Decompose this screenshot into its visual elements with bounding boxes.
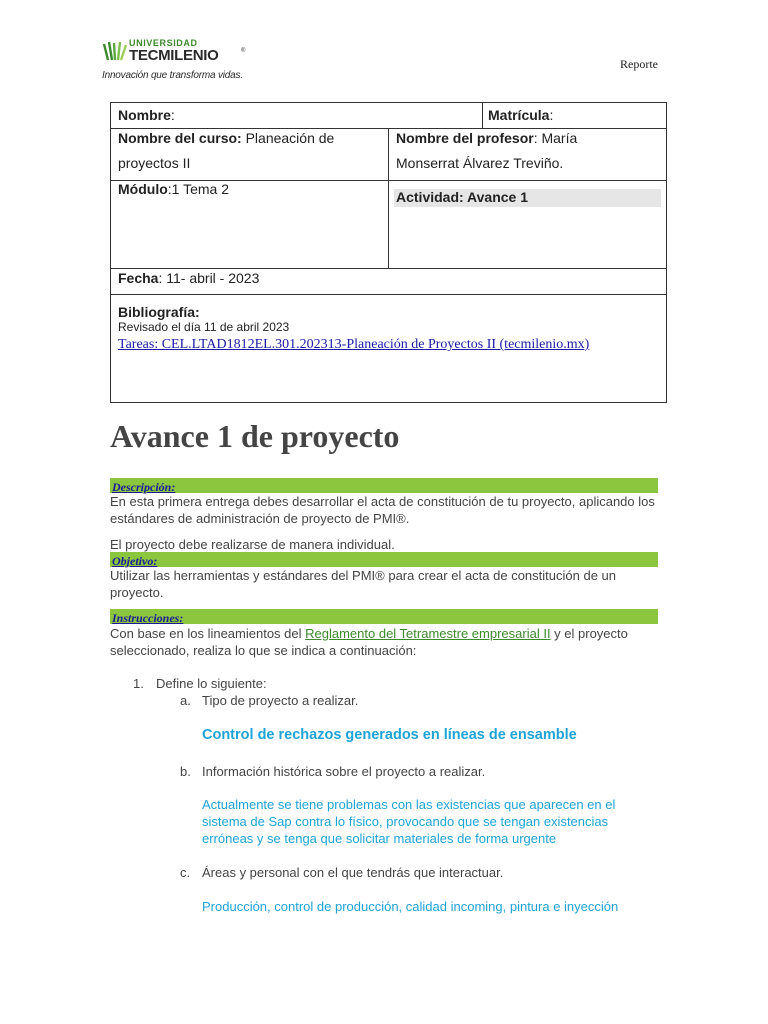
page-title: Avance 1 de proyecto [110, 418, 400, 454]
instrucciones-label: Instrucciones: [112, 611, 184, 625]
bibliografia-label: Bibliografía: [118, 304, 200, 320]
list-item-a: Tipo de proyecto a realizar. [202, 693, 359, 708]
actividad-label: Actividad: Avance 1 [396, 189, 529, 205]
objetivo-band [110, 552, 658, 567]
list-item-b-letter: b. [180, 764, 191, 779]
report-label: Reporte [620, 57, 658, 71]
answer-b: Actualmente se tiene problemas con las existencias que aparecen en el sistema de Sap contra lo físico, provocando que se tengan existencias erróneas y se tenga que solicitar materiales de forma urgente [202, 797, 616, 846]
bibliografia-link[interactable]: Tareas: CEL.LTAD1812EL.301.202313-Planeación de Proyectos II (tecmilenio.mx) [118, 337, 590, 352]
list-item-c-letter: c. [180, 865, 191, 880]
logo-leaf-icon [102, 40, 128, 62]
fecha-value: : 11- abril - 2023 [158, 270, 260, 286]
matricula-separator: : [549, 107, 554, 123]
profesor-cell [396, 126, 577, 176]
list-item-c: Áreas y personal con el que tendrás que interactuar. [202, 865, 504, 880]
individual-text: El proyecto debe realizarse de manera individual. [110, 537, 395, 552]
fecha-label: Fecha [118, 270, 159, 286]
bibliografia-cell [118, 304, 658, 354]
nombre-cell [118, 103, 175, 128]
list-item-1: Define lo siguiente: [156, 676, 267, 691]
matricula-label: Matrícula [488, 107, 550, 123]
reglamento-link[interactable]: Reglamento del Tetramestre empresarial II [305, 626, 551, 641]
profesor-label: Nombre del profesor [396, 130, 534, 146]
logo-registered-mark: ® [241, 48, 246, 54]
list-item-b: Información histórica sobre el proyecto a realizar. [202, 764, 486, 779]
objetivo-text: Utilizar las herramientas y estándares del PMI® para crear el acta de constitución de un proyecto. [110, 568, 616, 600]
university-logo [102, 38, 262, 86]
fecha-cell [118, 266, 259, 291]
modulo-label: Módulo [118, 181, 168, 197]
curso-cell [118, 126, 334, 176]
curso-value-1: Planeación de [241, 130, 335, 146]
list-item-a-letter: a. [180, 693, 191, 708]
nombre-label: Nombre [118, 107, 171, 123]
header-table [110, 102, 667, 403]
instrucciones-text [110, 625, 660, 659]
logo-name-text: TECMILENIO [129, 47, 219, 64]
answer-c: Producción, control de producción, calidad incoming, pintura e inyección [202, 899, 619, 914]
bibliografia-reviewed: Revisado el día 11 de abril 2023 [118, 320, 290, 334]
profesor-value-2: Monserrat Álvarez Treviño. [396, 155, 564, 171]
list-item-1-number: 1. [133, 676, 144, 691]
logo-university-text: UNIVERSIDAD [129, 38, 198, 48]
instrucciones-band [110, 609, 658, 624]
curso-label: Nombre del curso: [118, 130, 242, 146]
nombre-separator: : [170, 107, 175, 123]
answer-a: Control de rechazos generados en líneas de ensamble [202, 727, 577, 743]
actividad-cell [396, 185, 528, 210]
descripcion-label: Descripción: [112, 480, 176, 494]
curso-value-2: proyectos II [118, 155, 191, 171]
modulo-cell [118, 177, 229, 202]
objetivo-label: Objetivo: [112, 554, 158, 568]
descripcion-text: En esta primera entrega debes desarrollar el acta de constitución de tu proyecto, aplicando los estándares de administración de proyecto de PMI®. [110, 494, 655, 526]
matricula-cell [488, 103, 553, 128]
modulo-value: :1 Tema 2 [167, 181, 229, 197]
logo-tagline: Innovación que transforma vidas. [102, 70, 243, 81]
instrucciones-pre: Con base en los lineamientos del [110, 626, 306, 641]
instrucciones-post: y el proyecto seleccionado, realiza lo que se indica a continuación: [110, 626, 628, 658]
profesor-value-1: : María [533, 130, 578, 146]
descripcion-band [110, 478, 658, 493]
